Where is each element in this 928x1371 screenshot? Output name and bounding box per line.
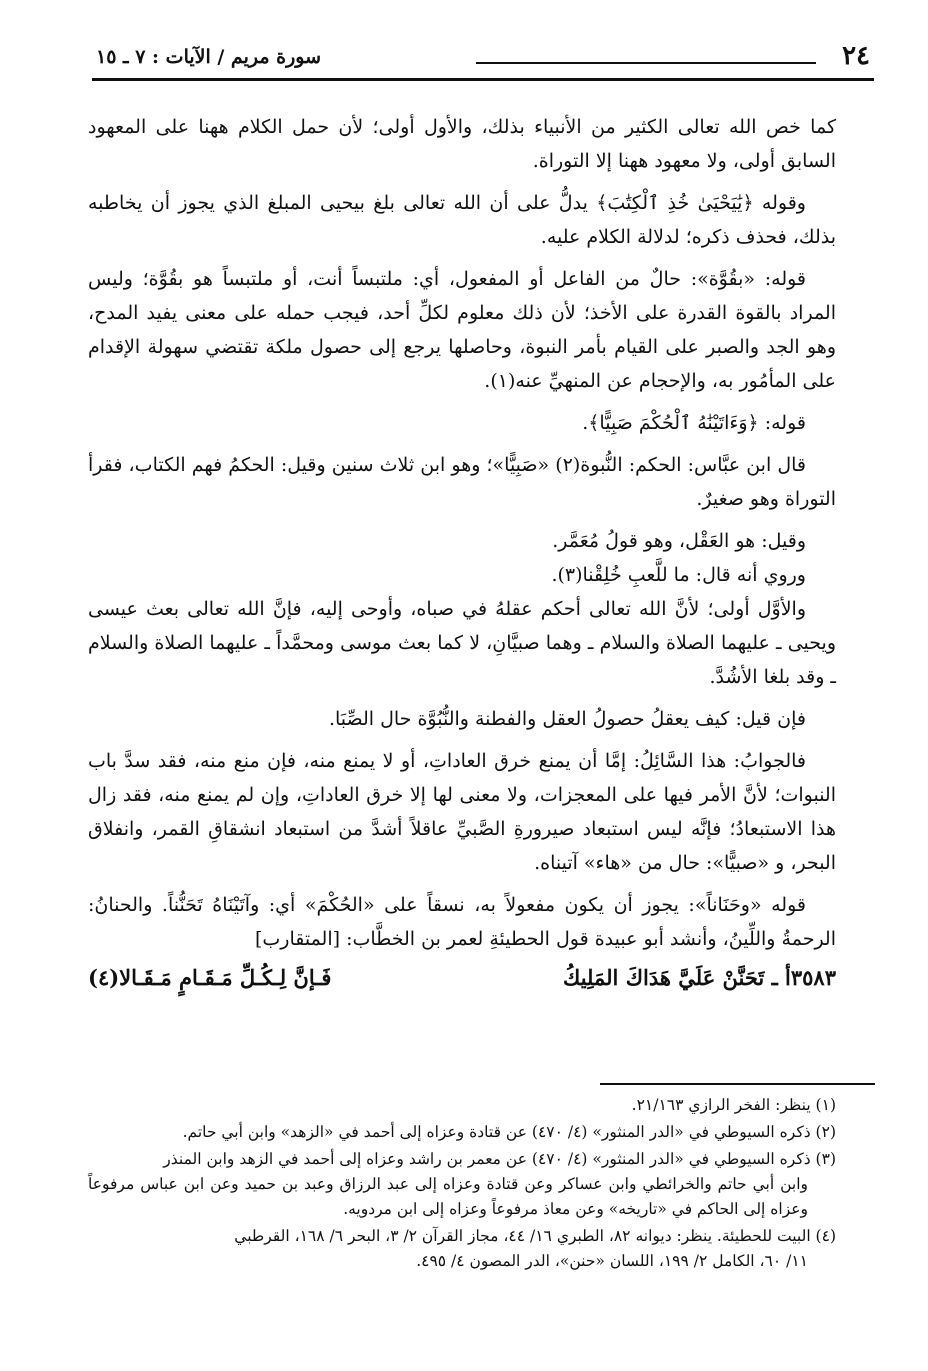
- paragraph-7: والأوَّل أولى؛ لأنَّ الله تعالى أحكم عقلهُ في صباه، وأوحى إليه، فإنَّ الله تعالى بعث عيسى ويحيى ـ عليهما الصلاة والسلام ـ وهما صبيَّانِ، لا كما بعث موسى ومحمَّداً ـ عليهما الصلاة والسلام ـ وقد بلغا الأشُدَّ.: [88, 598, 836, 688]
- verse-second-hemistich: فَـإنَّ لِـكُـلِّ مَـقَـامٍ مَـقَـالا(٤): [88, 965, 332, 990]
- paragraph-3: قوله: «بقُوَّة»: حالٌ من الفاعل أو المفعول، أي: ملتبساً أنت، أو ملتبساً هو بقُوَّة؛ وليس المراد بالقوة القدرة على الأخذ؛ لأن ذلك معلوم لكلِّ أحد، فيجب حمله على معنى يفيد المدح، وهو الجد والصبر على القيام بأمر النبوة، وحاصلها يرجع إلى حصول ملكة تقتضي سهولة الإقدام على المأمُور به، والإحجام عن المنهيِّ عنه(١).: [88, 268, 836, 392]
- paragraph-8: فإن قيل: كيف يعقلُ حصولُ العقل والفطنة والنُّبُوَّة حال الصِّبَا.: [328, 708, 806, 730]
- page-header: [92, 38, 874, 81]
- footnote-2: (٢) ذكره السيوطي في «الدر المنثور» (٤/ ٤٧٠) عن قتادة وعزاه إلى أحمد في «الزهد» وابن أبي حاتم.: [182, 1123, 836, 1141]
- footnote-4-continuation: ١١/ ٦٠، الكامل ٢/ ١٩٩، اللسان «حنن»، الدر المصون ٤/ ٤٩٥.: [416, 1252, 808, 1270]
- main-text: [88, 110, 836, 998]
- footnote-separator: [600, 1083, 875, 1085]
- running-title: سورة مريم / الآيات : ٧ ـ ١٥: [96, 46, 322, 68]
- paragraph-2: وقوله ﴿يَٰيَحْيَىٰ خُذِ ٱلْكِتَٰبَ﴾ يدلُّ على أن الله تعالى بلغ بيحيى المبلغ الذي يجوز أن يخاطبه بذلك، فحذف ذكره؛ لدلالة الكلام عليه.: [88, 192, 836, 248]
- footnote-4-first-line: (٤) البيت للحطيئة. ينظر: ديوانه ٨٢، الطبري ١٦/ ٤٤، مجاز القرآن ٢/ ٣، البحر ٦/ ١٦٨، القرطبي: [234, 1227, 836, 1245]
- paragraph-6b: وروي أنه قال: ما للَّعبِ خُلِقْنا(٣).: [551, 564, 806, 586]
- footnotes: [88, 1093, 836, 1276]
- paragraph-5: قال ابن عبَّاس: الحكم: النُّبوة(٢) «صَبِيًّا»؛ وهو ابن ثلاث سنين وقيل: الحكمُ فهم الكتاب، فقرأ التوراة وهو صغيرٌ.: [88, 454, 836, 510]
- paragraph-1: كما خص الله تعالى الكثير من الأنبياء بذلك، والأول أولى؛ لأن حمل الكلام ههنا على المعهود السابق أولى، ولا معهود ههنا إلا التوراة.: [88, 116, 836, 172]
- page-number: ٢٤: [842, 41, 870, 71]
- footnote-3-first-line: (٣) ذكره السيوطي في «الدر المنثور» (٤/ ٤٧٠) عن معمر بن راشد وعزاه إلى أحمد في الزهد وابن المنذر: [163, 1150, 836, 1168]
- footnote-1: (١) ينظر: الفخر الرازي ٢١/١٦٣.: [631, 1096, 836, 1114]
- verse-first-hemistich: ٣٥٨٣أ ـ تَحَنَّنْ عَلَيَّ هَدَاكَ المَلِيكُ: [563, 965, 836, 990]
- paragraph-9: فالجوابُ: هذا السَّائِلُ: إمَّا أن يمنع خرق العاداتِ، أو لا يمنع منه، فإن منع منه، فقد سدَّ باب النبوات؛ لأنَّ الأمر فيها على المعجزات، ولا معنى لها إلا خرق العاداتِ، وإن لم يمنع منه، فقد زال هذا الاستبعادُ؛ فإنَّه ليس استبعاد صيرورةِ الصَّبيِّ عاقلاً أشدَّ من استبعاد انشقاقِ القمر، وانفلاق البحر، و «صبيًّا»: حال من «هاء» آتيناه.: [88, 750, 836, 874]
- paragraph-4: قوله: ﴿وَءَاتَيْنَٰهُ ٱلْحُكْمَ صَبِيًّا﴾.: [582, 412, 806, 434]
- paragraph-10: قوله «وحَنَاناً»: يجوز أن يكون مفعولاً به، نسقاً على «الحُكْمَ» أي: وآتَيْنَاهُ تَحَنُّناً. والحنانُ: الرحمةُ واللِّينُ، وأنشد أبو عبيدة قول الحطيئةِ لعمر بن الخطَّاب: [المتقارب]: [88, 894, 836, 950]
- footnote-3: [88, 1147, 836, 1222]
- footnote-3-continuation: وابن أبي حاتم والخرائطي وابن عساكر وعن قتادة وعزاه إلى عبد الرزاق وعبد بن حميد وعن ابن عباس مرفوعاً وعزاه إلى الحاكم في «تاريخه» وعن معاذ مرفوعاً وعزاه إلى ابن مردويه.: [88, 1175, 808, 1218]
- paragraph-6a: وقيل: هو العَقْل، وهو قولُ مُعَمَّر.: [552, 530, 806, 552]
- footnote-4: [88, 1224, 836, 1274]
- poetry-verse: [88, 958, 836, 998]
- header-rule: [476, 62, 816, 64]
